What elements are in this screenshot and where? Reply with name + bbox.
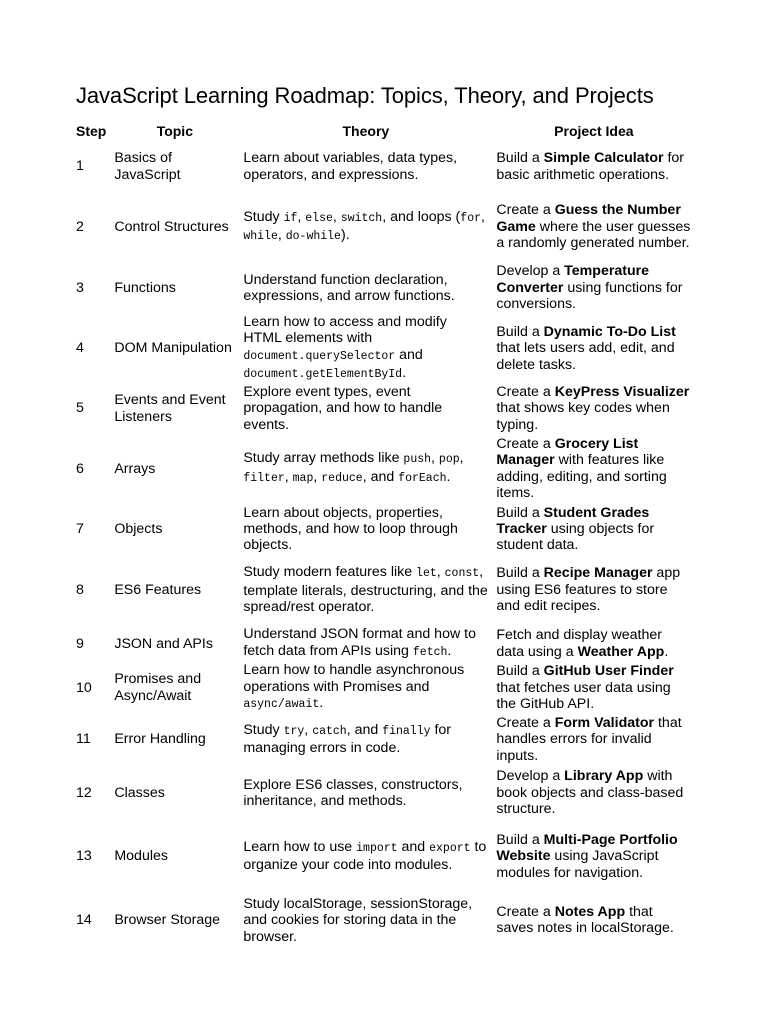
text-segment: and [395,346,423,363]
text-segment: Build a [496,565,544,582]
table-row [72,313,695,384]
table-row [72,191,695,263]
text-segment: that shows key codes when typing. [496,400,670,433]
text-segment: , template literals, destructuring, and the spread/rest operator. [243,564,488,615]
text-segment: . [402,364,407,381]
text-segment: Create a [496,435,555,452]
text-segment: using functions for conversions. [496,279,683,313]
project-name: Notes App [554,904,626,921]
text-segment: Build a [496,663,544,680]
text-segment: , [313,468,322,485]
step-number: 9 [76,635,84,652]
project-name: Multi-Page Portfolio Website [496,831,678,865]
text-segment: , [297,208,306,225]
step-number: 4 [76,340,84,357]
topic-cell: Objects [114,521,163,538]
step-number: 5 [76,400,84,417]
text-segment: with features like adding, editing, and sorting items. [496,452,667,502]
project-cell [492,713,695,765]
project-cell [492,142,695,191]
step-number: 11 [76,731,91,748]
code-keyword: try [283,725,305,739]
project-cell [492,313,695,384]
code-keyword: pop [438,453,460,467]
code-keyword: document.querySelector [243,349,396,363]
text-segment: using JavaScript modules for navigation. [496,848,659,881]
topic-cell: Functions [114,279,176,296]
topic-cell: Classes [114,784,165,801]
theory-cell [239,384,492,433]
text-segment: that saves notes in localStorage. [496,904,674,937]
text-segment: Build a [496,323,544,340]
code-keyword: async/await [243,698,320,712]
theory-cell [239,191,492,263]
theory-cell [239,142,492,191]
theory-cell [239,263,492,313]
text-segment: where the user guesses a randomly generated number. [496,218,691,252]
text-segment: ). [340,227,350,243]
text-segment: app using ES6 features to store and edit recipes. [496,565,681,614]
text-segment: Study [243,208,284,225]
text-segment: , and loops ( [382,208,461,225]
step-number: 13 [76,848,92,865]
topic-cell: Basics of JavaScript [114,150,181,183]
theory-cell [239,713,492,765]
code-keyword: catch [312,725,347,739]
project-cell [492,554,695,625]
text-segment: Study localStorage, sessionStorage, and cookies for storing data in the browser. [243,895,473,945]
text-segment: Understand JSON format and how to fetch data from APIs using [243,626,476,659]
project-name: Weather App [577,643,665,660]
text-segment: Explore event types, event propagation, and how to handle events. [243,384,443,433]
project-cell [492,433,695,504]
theory-cell [239,433,492,504]
text-segment: . [447,642,452,659]
text-segment: Create a [496,714,555,731]
table-row [72,765,695,820]
text-segment: using objects for student data. [496,521,655,554]
project-name: Dynamic To-Do List [543,323,676,340]
topic-cell: Error Handling [114,731,206,748]
text-segment: Learn about variables, data types, operators, and expressions. [243,150,458,183]
code-keyword: fetch [412,645,448,659]
step-number: 14 [76,912,92,929]
text-segment: Create a [496,384,555,400]
text-segment: that fetches user data using the GitHub API. [496,679,671,713]
project-cell [492,662,695,713]
table-row [72,892,695,948]
table-row [72,433,695,504]
text-segment: Explore ES6 classes, constructors, inheritance, and methods. [243,776,463,809]
text-segment: Study [243,722,284,739]
project-cell [492,384,695,433]
text-segment: Understand function declaration, expressions, and arrow functions. [243,271,455,304]
code-keyword: push [403,453,432,467]
table-row [72,625,695,662]
code-keyword: if [283,211,298,225]
code-keyword: forEach [398,471,447,485]
code-keyword: finally [382,725,431,739]
text-segment: , [304,722,313,739]
theory-cell [239,892,492,948]
text-segment: Study modern features like [243,564,417,581]
project-name: Form Validator [554,714,655,731]
project-name: GitHub User Finder [543,663,674,680]
text-segment: that handles errors for invalid inputs. [496,714,682,764]
code-keyword: else [305,211,333,225]
text-segment: , [277,227,286,243]
header-topic: Topic [156,123,193,139]
text-segment: to organize your code into modules. [243,839,487,874]
text-segment: Learn how to access and modify HTML elements with [243,313,447,347]
step-number: 1 [76,158,84,175]
text-segment: , and [346,722,383,739]
topic-cell: DOM Manipulation [114,340,232,357]
step-number: 2 [76,218,84,235]
project-cell [492,263,695,313]
table-row [72,142,695,191]
code-keyword: map [292,471,314,485]
code-keyword: do-while [285,230,341,243]
project-name: Simple Calculator [543,150,664,167]
project-name: Temperature Converter [496,263,650,296]
topic-cell: Events and Event Listeners [114,392,226,425]
text-segment: Build a [496,504,544,521]
step-number: 10 [76,679,92,696]
text-segment: Learn about objects, properties, methods, and how to loop through objects. [243,504,458,554]
theory-cell [239,765,492,820]
header-project: Project Idea [554,123,634,139]
step-number: 12 [76,784,92,801]
text-segment: , and [362,468,399,485]
topic-cell: ES6 Features [114,581,202,598]
text-segment: Build a [496,831,544,848]
roadmap-table [72,120,695,948]
theory-cell [239,313,492,384]
code-keyword: for [460,211,482,225]
step-number: 7 [76,521,84,538]
code-keyword: const [444,567,480,581]
project-cell [492,892,695,948]
text-segment: , [481,208,485,225]
step-number: 8 [76,581,84,598]
text-segment: for basic arithmetic operations. [496,150,685,183]
theory-cell [239,504,492,554]
text-segment: , [431,450,439,467]
project-name: Recipe Manager [543,565,653,582]
project-name: Student Grades Tracker [496,504,650,538]
table-row [72,713,695,765]
project-cell [492,765,695,820]
table-row [72,263,695,313]
topic-cell: Promises and Async/Await [114,671,202,704]
step-number: 6 [76,460,84,477]
text-segment: . [319,695,324,712]
step-number: 3 [76,279,84,296]
text-segment: and [397,839,430,856]
topic-cell: Control Structures [114,218,229,235]
project-cell [492,504,695,554]
code-keyword: switch [340,211,383,225]
topic-cell: JSON and APIs [114,635,213,652]
text-segment: , [436,564,445,581]
theory-cell [239,554,492,625]
text-segment: for managing errors in code. [243,722,452,757]
text-segment: Develop a [496,263,565,280]
code-keyword: while [243,230,278,243]
text-segment: , [284,468,293,485]
text-segment: . [446,468,451,485]
topic-cell: Modules [114,848,168,865]
text-segment: Fetch and display weather data using a [496,627,662,660]
table-row [72,384,695,433]
topic-cell: Browser Storage [114,912,221,929]
code-keyword: reduce [321,471,363,485]
theory-cell [239,820,492,892]
text-segment: , [332,208,341,225]
theory-cell [239,662,492,713]
table-row [72,662,695,713]
text-segment: Develop a [496,768,565,785]
code-keyword: export [429,842,471,856]
project-name: Grocery List Manager [496,435,639,469]
text-segment: . [664,643,669,660]
text-segment: , [459,450,464,467]
project-name: KeyPress Visualizer [554,384,690,400]
table-header-row [72,120,695,142]
code-keyword: document.getElementById [243,367,403,381]
table-row [72,504,695,554]
text-segment: Build a [496,150,544,167]
text-segment: Create a [496,202,555,219]
project-cell [492,191,695,263]
header-theory: Theory [342,123,390,139]
table-row [72,554,695,625]
theory-cell [239,625,492,662]
text-segment: Learn how to handle asynchronous operations with Promises and [243,662,465,695]
page-title: JavaScript Learning Roadmap: Topics, Theory, and Projects [76,83,654,108]
code-keyword: filter [243,471,285,485]
header-step: Step [76,123,107,139]
project-cell [492,820,695,892]
text-segment: that lets users add, edit, and delete tasks. [496,340,675,373]
table-row [72,820,695,892]
code-keyword: import [356,842,398,856]
text-segment: Learn how to use [243,839,357,856]
project-name: Guess the Number Game [496,202,681,235]
text-segment: Study array methods like [243,450,404,467]
text-segment: Create a [496,904,555,921]
project-cell [492,625,695,662]
text-segment: with book objects and class-based structure. [496,768,684,818]
code-keyword: let [416,567,437,581]
project-name: Library App [564,768,644,785]
topic-cell: Arrays [114,460,156,477]
